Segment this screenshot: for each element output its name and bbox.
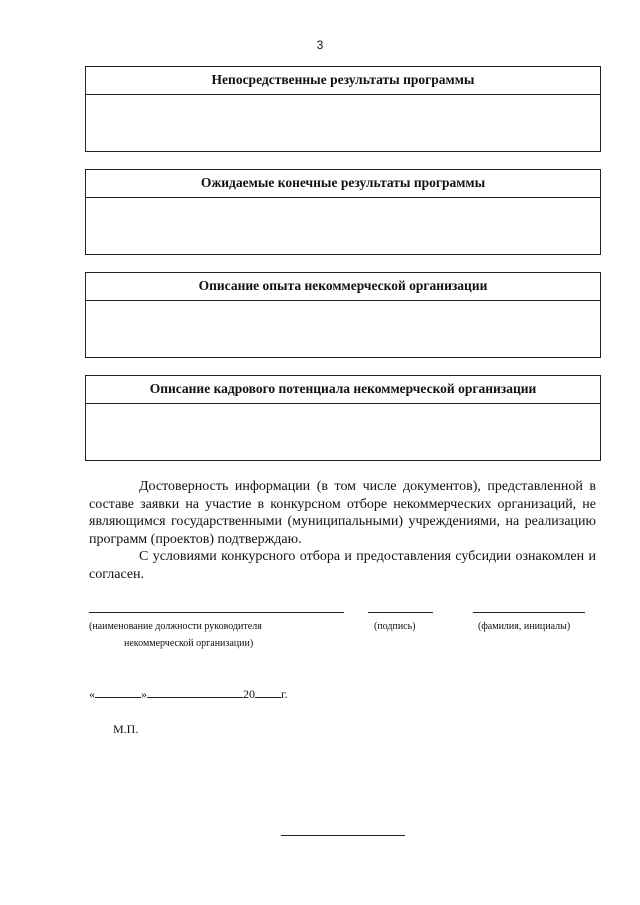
section-staff-potential (85, 375, 601, 461)
date-close-quote: » (141, 687, 147, 701)
section-input-area[interactable] (86, 404, 600, 461)
date-year-suffix: г. (281, 687, 288, 701)
stamp-place: М.П. (113, 722, 139, 736)
name-caption: (фамилия, инициалы) (478, 621, 571, 632)
section-experience (85, 272, 601, 358)
position-line[interactable] (89, 612, 344, 613)
bottom-divider (281, 835, 405, 836)
section-input-area[interactable] (86, 198, 600, 255)
page-number: 3 (316, 38, 324, 52)
position-caption-line2: некоммерческой организации) (124, 638, 254, 649)
section-input-area[interactable] (86, 95, 600, 152)
position-caption: (наименование должности руководителя (89, 621, 262, 632)
section-title: Описание кадрового потенциала некоммерческой организации (86, 376, 600, 404)
section-title: Описание опыта некоммерческой организации (86, 273, 600, 301)
signature-caption: (подпись) (374, 621, 416, 632)
statement-paragraph: С условиями конкурсного отбора и предоставления субсидии ознакомлен и согласен. (89, 549, 596, 582)
section-input-area[interactable] (86, 301, 600, 358)
section-direct-results (85, 66, 601, 152)
name-line[interactable] (473, 612, 585, 613)
confirmation-statement (89, 478, 596, 583)
date-day-blank[interactable] (95, 686, 141, 698)
section-title: Непосредственные результаты программы (86, 67, 600, 95)
date-month-blank[interactable] (147, 686, 243, 698)
date-year-blank[interactable] (255, 686, 281, 698)
date-year-prefix: 20 (243, 687, 255, 701)
date-open-quote: « (89, 687, 95, 701)
section-title: Ожидаемые конечные результаты программы (86, 170, 600, 198)
date-field (89, 686, 288, 702)
statement-paragraph: Достоверность информации (в том числе документов), представленной в составе заявки на участие в конкурсном отборе некоммерческих организаций, не являющимся государственными (муниципальными) учреждениями, на реализацию программ (проектов) подтверждаю. (89, 479, 596, 547)
signature-line[interactable] (368, 612, 433, 613)
section-expected-results (85, 169, 601, 255)
